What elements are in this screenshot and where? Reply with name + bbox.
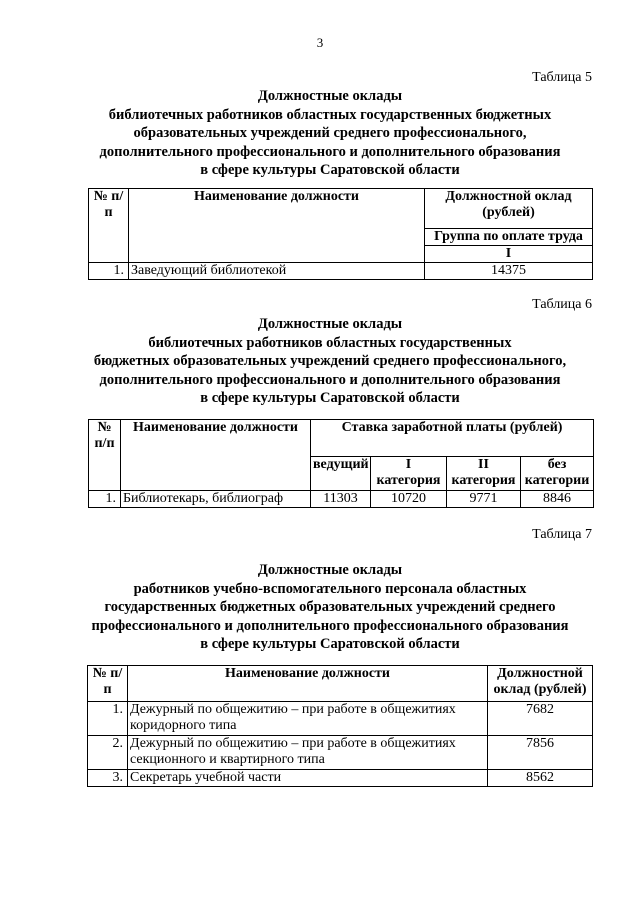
row-value: 8562 (488, 770, 593, 787)
row-name: Библиотекарь, библиограф (121, 491, 311, 508)
row-value: 14375 (425, 263, 593, 280)
title-line: библиотечных работников областных государственных бюджетных (108, 106, 552, 123)
header-cat-none: без категории (521, 457, 594, 491)
table-5-title (70, 87, 590, 180)
table-row (88, 770, 593, 787)
header-num: № п/п (89, 189, 129, 263)
title-line: работников учебно-вспомогательного персонала областных (133, 580, 527, 597)
row-num: 1. (88, 702, 128, 736)
title-line: профессионального и дополнительного профессионального образования (91, 617, 569, 634)
header-cat-1: I категория (371, 457, 447, 491)
title-line: государственных бюджетных образовательных учреждений среднего (104, 599, 556, 615)
table-7-label: Таблица 7 (532, 527, 592, 542)
header-num: № п/п (89, 420, 121, 491)
row-cat-none: 8846 (521, 491, 594, 508)
row-name: Заведующий библиотекой (129, 263, 425, 280)
title-line: Должностные оклады (257, 316, 403, 332)
table-7 (87, 665, 593, 787)
page-number: 3 (316, 35, 324, 50)
header-group: Группа по оплате труда (425, 229, 593, 246)
row-cat-1: 10720 (371, 491, 447, 508)
table-row (88, 736, 593, 770)
row-cat-2: 9771 (447, 491, 521, 508)
header-cat-lead: ведущий (311, 457, 371, 491)
table-row (89, 491, 594, 508)
table-6 (88, 419, 594, 508)
row-name: Дежурный по общежитию – при работе в общежитиях секционного и квартирного типа (128, 736, 488, 770)
row-lead: 11303 (311, 491, 371, 508)
table-5-label: Таблица 5 (532, 70, 592, 85)
header-name: Наименование должности (121, 420, 311, 491)
table-5 (88, 188, 593, 280)
title-line: Должностные оклады (257, 562, 403, 578)
title-line: дополнительного профессионального и дополнительного образования (99, 143, 561, 160)
table-row (88, 702, 593, 736)
row-num: 3. (88, 770, 128, 787)
row-value: 7856 (488, 736, 593, 770)
header-num: № п/п (88, 666, 128, 702)
table-7-title (70, 561, 590, 654)
header-name: Наименование должности (128, 666, 488, 702)
title-line: Должностные оклады (257, 88, 403, 104)
row-name: Секретарь учебной части (128, 770, 488, 787)
title-line: бюджетных образовательных учреждений среднего профессионального, (93, 353, 567, 369)
row-num: 1. (89, 491, 121, 508)
table-6-title (70, 315, 590, 408)
row-value: 7682 (488, 702, 593, 736)
header-rate: Ставка заработной платы (рублей) (311, 420, 594, 457)
header-group-level: I (425, 246, 593, 263)
title-line: в сфере культуры Саратовской области (200, 162, 460, 178)
header-name: Наименование должности (129, 189, 425, 263)
title-line: библиотечных работников областных государственных (148, 334, 512, 351)
header-salary: Должностной оклад (рублей) (488, 666, 593, 702)
header-salary: Должностной оклад (рублей) (425, 189, 593, 229)
table-row (89, 263, 593, 280)
row-name: Дежурный по общежитию – при работе в общежитиях коридорного типа (128, 702, 488, 736)
row-num: 1. (89, 263, 129, 280)
title-line: образовательных учреждений среднего профессионального, (133, 125, 527, 141)
row-num: 2. (88, 736, 128, 770)
header-cat-2: II категория (447, 457, 521, 491)
title-line: дополнительного профессионального и дополнительного образования (99, 371, 561, 388)
title-line: в сфере культуры Саратовской области (200, 390, 460, 406)
title-line: в сфере культуры Саратовской области (200, 636, 460, 652)
table-6-label: Таблица 6 (532, 297, 592, 312)
